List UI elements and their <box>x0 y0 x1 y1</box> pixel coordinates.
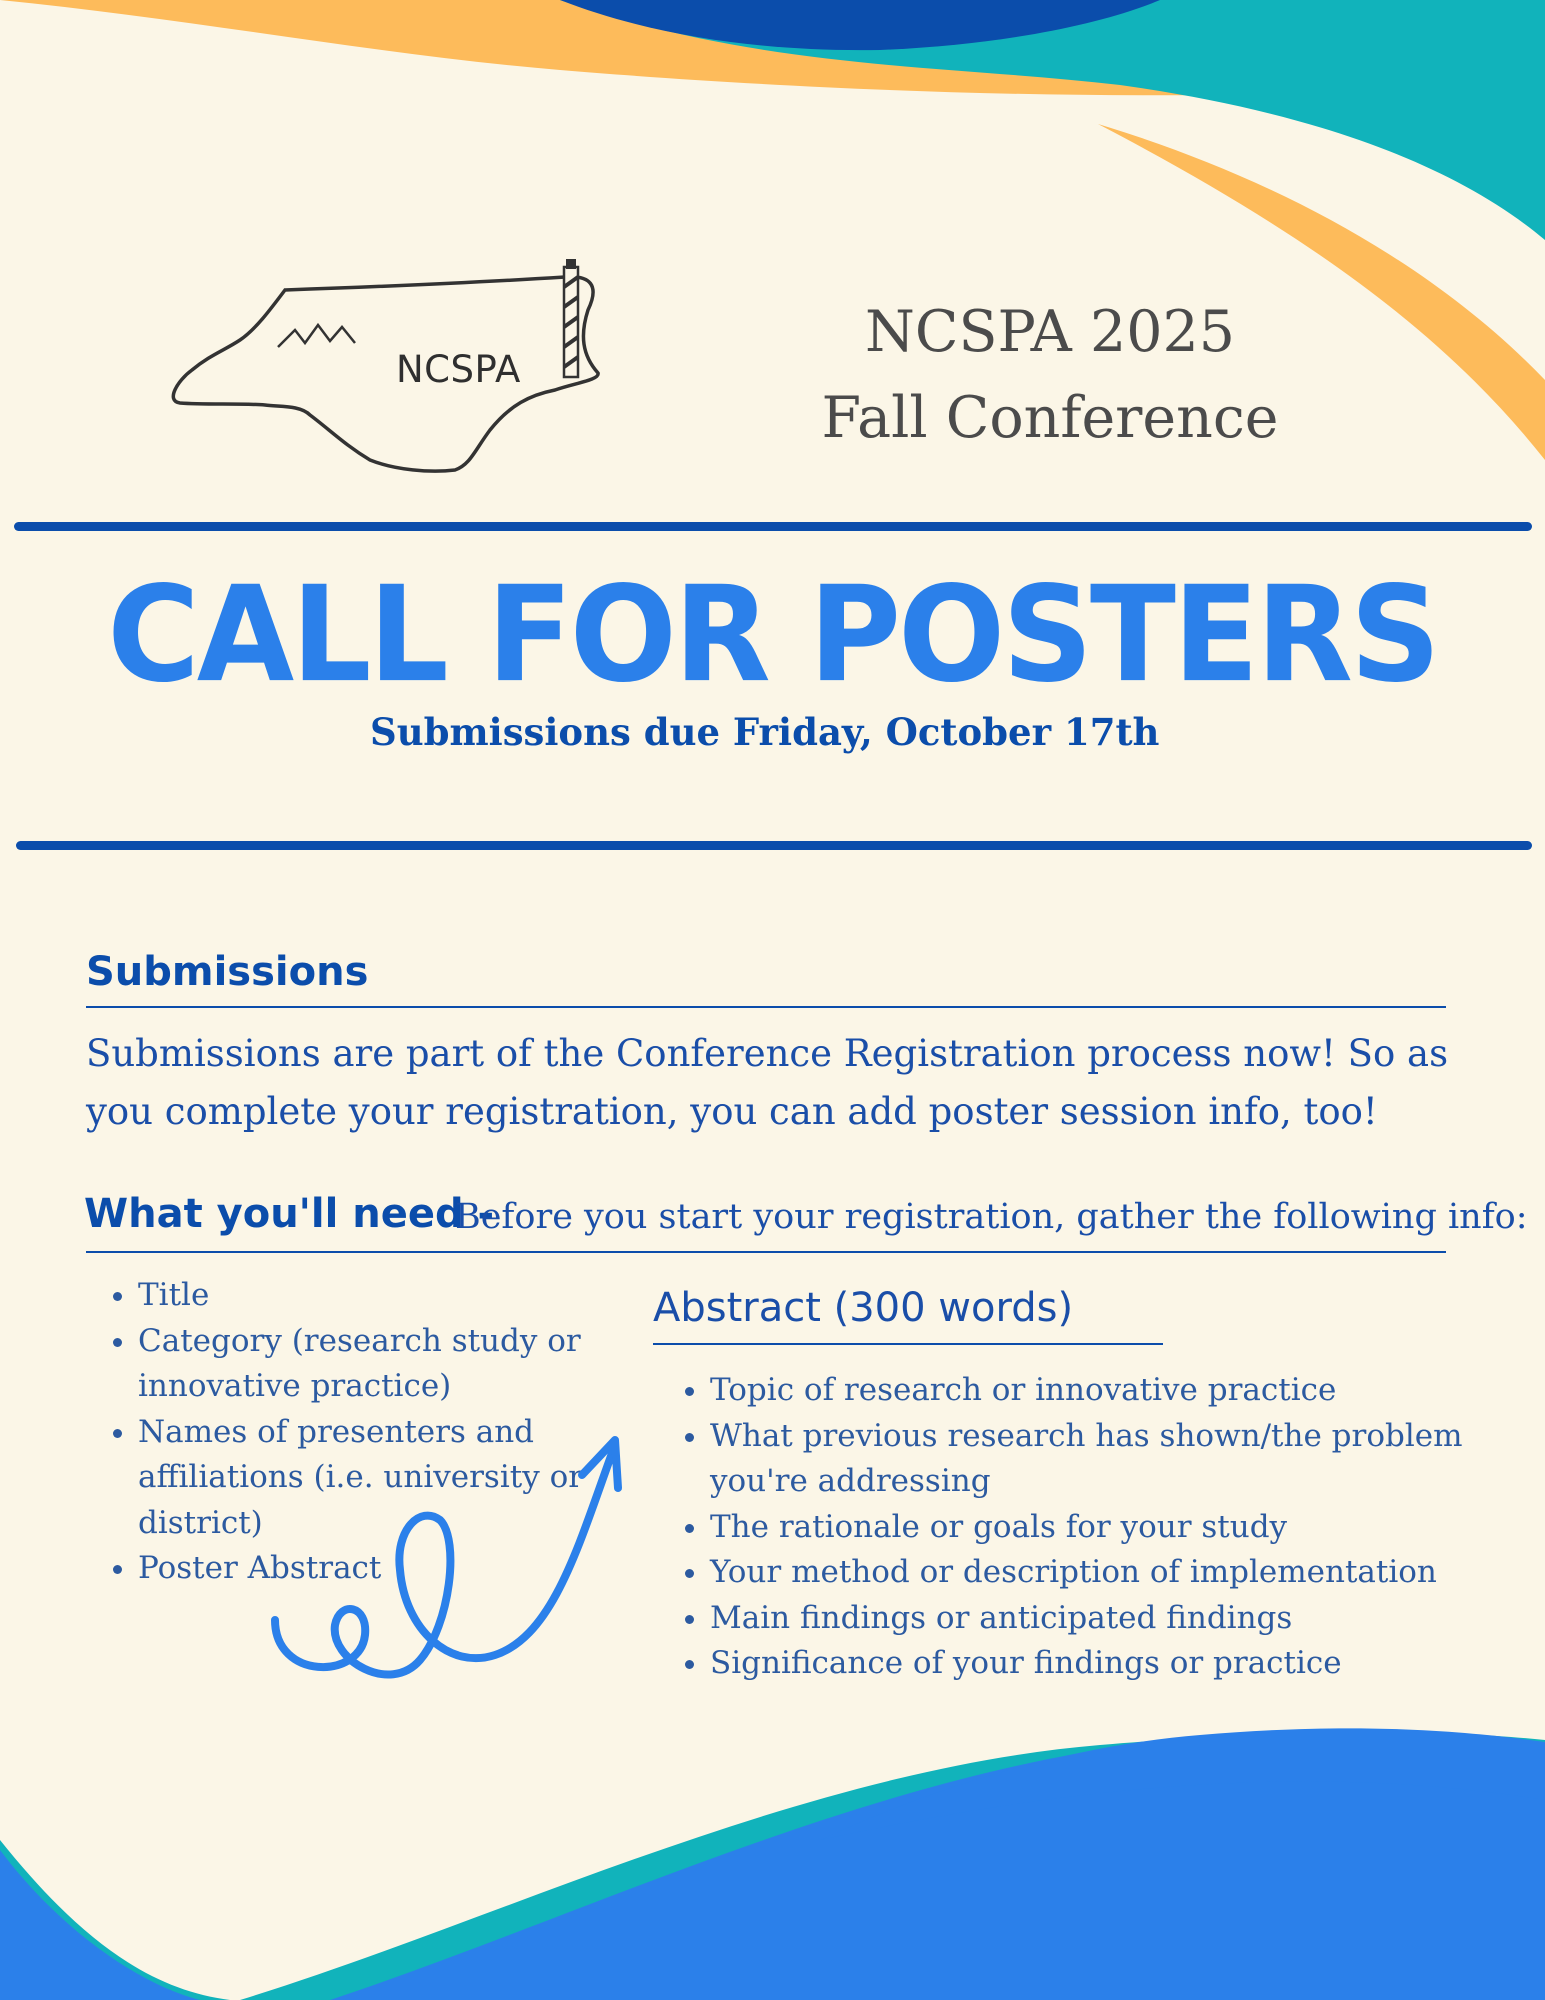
list-item: • Title <box>138 1273 658 1319</box>
abstract-list <box>658 1368 1500 1687</box>
abstract-heading: Abstract (300 words) <box>653 1285 1074 1331</box>
list-item: • Category (research study or innovative practice) <box>138 1319 658 1410</box>
due-date: Submissions due Friday, October 17th <box>370 710 1160 754</box>
submissions-underline <box>86 1006 1446 1008</box>
curly-arrow-icon <box>250 1420 670 1710</box>
list-item: • Significance of your findings or practice <box>710 1641 1500 1687</box>
top-divider <box>14 522 1532 531</box>
lighthouse-icon <box>564 259 578 377</box>
list-item: • Names of presenters and affiliations (i.e. university or district) <box>138 1410 658 1547</box>
list-item: • Poster Abstract <box>138 1546 658 1592</box>
submissions-text <box>86 1025 1466 1141</box>
needs-subheading: Before you start your registration, gather the following info: <box>455 1197 1528 1237</box>
needs-underline <box>86 1251 1446 1253</box>
submissions-heading: Submissions <box>86 949 369 995</box>
conference-year: NCSPA 2025 <box>865 299 1235 365</box>
list-item: • Main findings or anticipated findings <box>710 1596 1500 1642</box>
logo-text: NCSPA <box>396 348 521 391</box>
needs-heading: What you'll need - <box>84 1191 495 1237</box>
bottom-divider <box>16 841 1532 850</box>
abstract-underline <box>653 1343 1163 1345</box>
mountains <box>278 325 355 347</box>
list-item: • Your method or description of implementation <box>710 1550 1500 1596</box>
conference-name: Fall Conference <box>821 385 1279 451</box>
submissions-text-line: you complete your registration, you can add poster session info, too! <box>86 1090 1378 1133</box>
list-item: • What previous research has shown/the problem you're addressing <box>710 1414 1500 1505</box>
list-item: • Topic of research or innovative practice <box>710 1368 1500 1414</box>
headline: CALL FOR POSTERS <box>107 557 1438 712</box>
list-item: • The rationale or goals for your study <box>710 1505 1500 1551</box>
submissions-text-line: Submissions are part of the Conference Registration process now! So as <box>86 1032 1449 1075</box>
state-outline <box>173 277 598 471</box>
